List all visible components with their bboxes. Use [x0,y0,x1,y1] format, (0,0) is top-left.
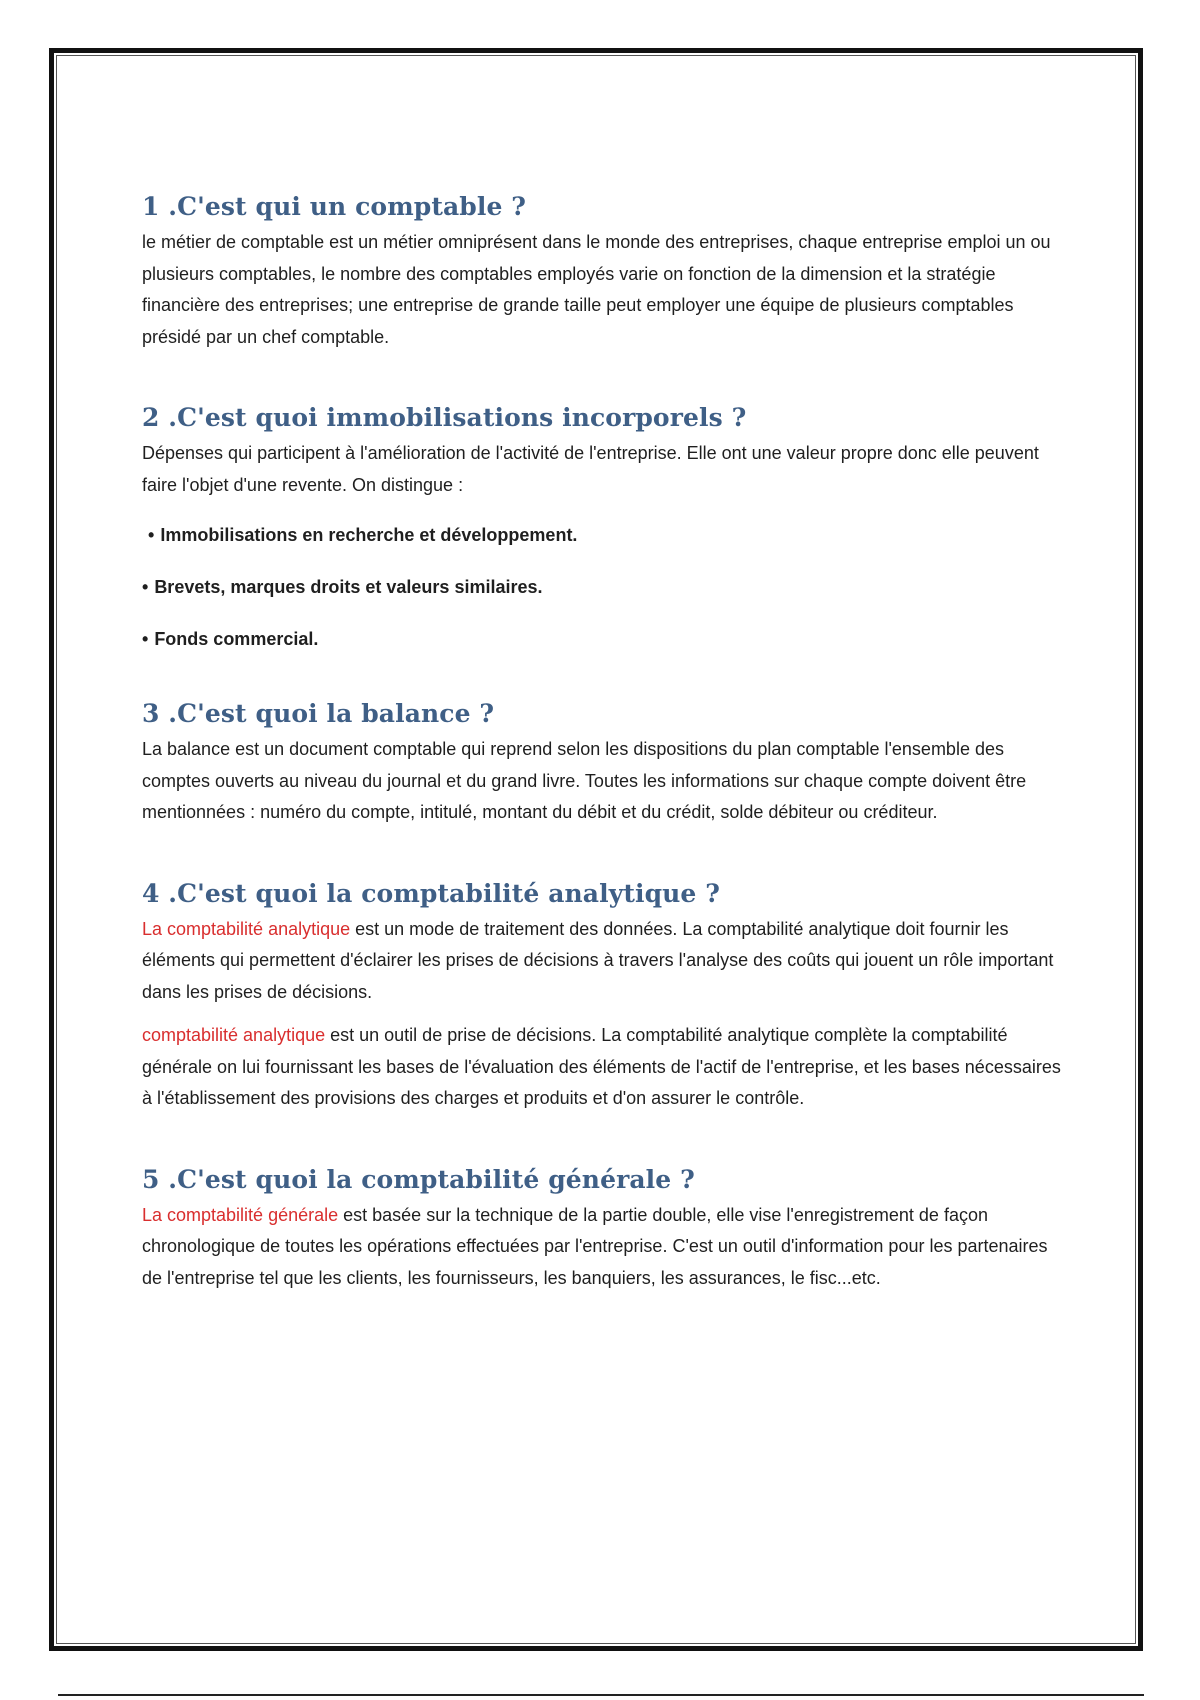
section-4-paragraph-1 [142,914,1062,1009]
highlighted-term: comptabilité analytique [142,1025,326,1045]
section-1-paragraph: le métier de comptable est un métier omniprésent dans le monde des entreprises, chaque entreprise emploi un ou plusieurs comptables, le nombre des comptables employés varie on fonction de la dimension et la stratégie financière des entreprises; une entreprise de grande taille peut employer une équipe de plusieurs comptables présidé par un chef comptable. [142,232,1051,347]
bullet-icon: • [148,525,155,545]
section-comptabilite-analytique [142,877,1062,1115]
section-3-paragraph: La balance est un document comptable qui reprend selon les dispositions du plan comptable l'ensemble des comptes ouverts au niveau du journal et du grand livre. Toutes les informations sur chaque compte doivent être mentionnées : numéro du compte, intitulé, montant du débit et du crédit, solde débiteur ou créditeur. [142,739,1027,822]
bullet-icon: • [142,577,149,597]
section-4-paragraph-2 [142,1020,1062,1115]
section-4-title: 4 .C'est quoi la comptabilité analytique ? [142,878,720,908]
section-balance [142,697,1062,829]
paragraph-text: est un mode de traitement des données. La comptabilité analytique doit fournir les éléments qui permettent d'éclairer les prises de décisions à travers l'analyse des coûts qui jouent un rôle important dans les prises de décisions. [142,918,1054,1002]
list-item-label: Immobilisations en recherche et développement. [160,525,578,545]
document-body [142,190,1062,1294]
highlighted-term: La comptabilité générale [142,1204,339,1225]
list-item [142,627,1062,651]
paragraph-text: est un outil de prise de décisions. La comptabilité analytique complète la comptabilité générale on lui fournissant les bases de l'évaluation des éléments de l'actif de l'entreprise, et les bases nécessaires à l'établissement des provisions des charges et produits et d'on assurer le contrôle. [142,1025,1061,1108]
section-5-title: 5 .C'est quoi la comptabilité générale ? [142,1164,695,1194]
section-immobilisations [142,401,1062,651]
immobilisations-list [142,523,1062,651]
section-5-paragraph [142,1200,1062,1295]
list-item-label: Fonds commercial. [154,629,319,649]
paragraph-text: est basée sur la technique de la partie double, elle vise l'enregistrement de façon chronologique de toutes les opérations effectuées par l'entreprise. C'est un outil d'information pour les partenaires de l'entreprise tel que les clients, les fournisseurs, les banquiers, les assurances, le fisc...etc. [142,1204,1048,1288]
list-item [142,523,1062,547]
section-2-title: 2 .C'est quoi immobilisations incorporels ? [142,403,747,432]
section-3-title: 3 .C'est quoi la balance ? [142,699,495,728]
section-1-title: 1 .C'est qui un comptable ? [142,192,527,221]
highlighted-term: La comptabilité analytique [142,918,351,939]
footer-divider [58,1694,1144,1696]
section-2-paragraph: Dépenses qui participent à l'amélioration de l'activité de l'entreprise. Elle ont une valeur propre donc elle peuvent faire l'objet d'une revente. On distingue : [142,443,1039,495]
list-item [142,575,1062,599]
bullet-icon: • [142,629,149,649]
list-item-label: Brevets, marques droits et valeurs similaires. [154,577,543,597]
section-comptable [142,190,1062,353]
section-comptabilite-generale [142,1163,1062,1295]
